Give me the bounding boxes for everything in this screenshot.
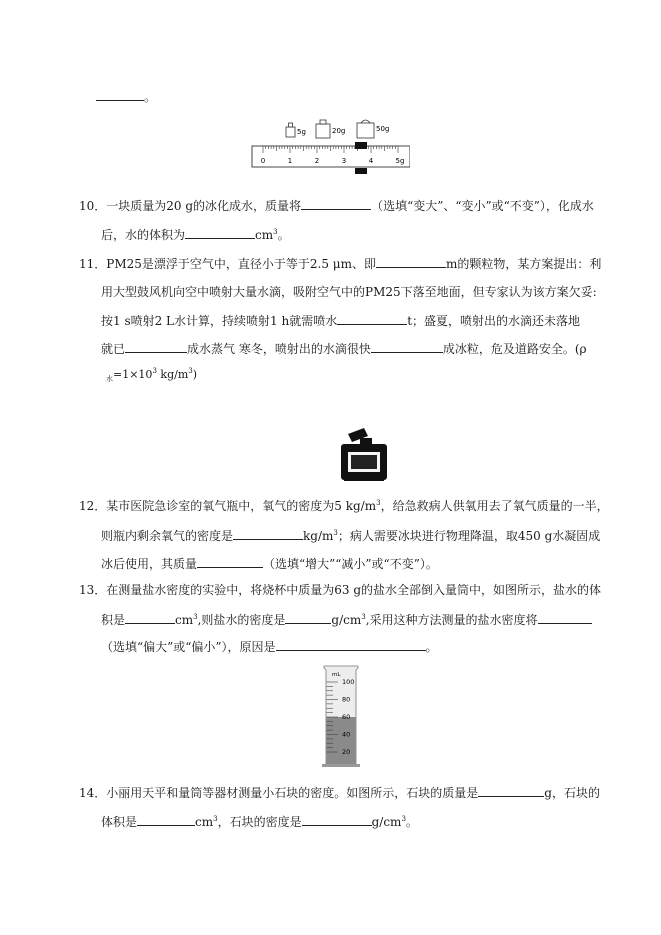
answer-blank[interactable]: [197, 555, 263, 568]
q13-line-3: （选填“偏大”或“偏小”），原因是 。: [101, 640, 438, 654]
scale-ruler: [252, 146, 410, 167]
answer-blank[interactable]: [337, 312, 407, 325]
q9-answer-line: 。: [96, 88, 156, 105]
answer-blank[interactable]: [125, 340, 187, 353]
q12-line-2: 则瓶内剩余氧气的密度是 $kg/m^3$；病人需要冰块进行物理降温，取450 g水凝固成: [101, 529, 601, 543]
scale-label: 3: [341, 157, 347, 165]
answer-blank[interactable]: [137, 813, 195, 826]
q12-line-3: 冰后使用，其质量 （选填“增大”“减小”或“不变”）。: [101, 557, 438, 571]
scale-label: 1: [287, 157, 293, 165]
answer-blank[interactable]: [185, 226, 255, 239]
cylinder-base: [322, 764, 360, 767]
cylinder-svg: [318, 664, 364, 768]
answer-blank[interactable]: [301, 197, 371, 210]
answer-blank[interactable]: [125, 611, 175, 624]
balance-svg: [250, 118, 410, 180]
answer-blank[interactable]: [538, 611, 592, 624]
answer-blank[interactable]: [276, 638, 426, 651]
q14-line-1: 14．小丽用天平和量筒等器材测量小石块的密度。如图所示，石块的质量是 g，石块的: [79, 786, 600, 800]
q11-line-3: 按1 s喷射2 L水计算，持续喷射1 h就需喷水 t；盛夏，喷射出的水滴还未落地: [101, 314, 581, 328]
oxygen-bottle-figure: [338, 428, 390, 482]
q11-line-1: 11．PM25是漂浮于空气中，直径小于等于2.5 μm、即 m的颗粒物，某方案提出：利: [79, 257, 602, 271]
weight-label-20g: 20g: [332, 127, 346, 135]
rider-bottom: [355, 168, 367, 174]
q13-line-2: 积是 $cm^3$,则盐水的密度是 $g/cm^3$,采用这种方法测量的盐水密度将: [101, 611, 592, 628]
measuring-cylinder-figure: [318, 664, 364, 768]
q13-line-1: 13．在测量盐水密度的实验中，将烧杯中质量为63 g的盐水全部倒入量筒中，如图所示，盐水的体: [79, 583, 602, 597]
weight-5g: [286, 123, 295, 137]
scale-label: 2: [314, 157, 320, 165]
cylinder-tick-label: 60: [342, 713, 351, 722]
scale-label: 4: [368, 157, 374, 165]
q11-line-4: 就已 成水蒸气 寒冬，喷射出的水滴很快 成冰粒，危及道路安全。(ρ: [101, 342, 587, 356]
cylinder-tick-label: 40: [342, 730, 351, 739]
weight-50g: [357, 120, 374, 138]
q12-line-1: 12．某市医院急诊室的氧气瓶中，氧气的密度为5 $kg/m^3$，给急救病人供氧用去了氧气质量的一半，: [79, 499, 609, 513]
q14-line-2: 体积是 $cm^3$，石块的密度是 $g/cm^3$。: [101, 815, 418, 829]
rider-top: [355, 142, 367, 149]
saline-liquid: [327, 717, 356, 764]
scale-label: 0: [260, 157, 266, 165]
answer-blank[interactable]: [233, 527, 303, 540]
cylinder-tick-label: 100: [342, 678, 355, 687]
answer-blank[interactable]: [302, 813, 372, 826]
cylinder-unit: mL: [332, 672, 341, 678]
answer-blank[interactable]: [376, 255, 446, 268]
cylinder-tick-label: 80: [342, 695, 351, 704]
cylinder-tick-label: 20: [342, 748, 351, 757]
balance-figure: [250, 118, 410, 180]
weight-20g: [316, 120, 330, 138]
answer-blank[interactable]: [285, 611, 331, 624]
weight-label-5g: 5g: [297, 128, 306, 136]
answer-blank[interactable]: [96, 88, 144, 101]
q11-line-5: $_水=1\times 10^3$ $kg/m^3$): [106, 367, 198, 384]
q10-line-1: 10．一块质量为20 g的冰化成水，质量将 （选填“变大”、“变小”或“不变”），化成水: [79, 199, 594, 213]
q10-line-2: 后，水的体积为 $cm^3$。: [101, 228, 290, 242]
answer-blank[interactable]: [478, 784, 544, 797]
answer-blank[interactable]: [371, 340, 443, 353]
weight-label-50g: 50g: [376, 125, 390, 133]
scale-label: 5g: [395, 157, 405, 165]
oxygen-figure-svg: [338, 428, 390, 482]
q11-line-2: 用大型鼓风机向空中喷射大量水滴，吸附空气中的PM25下落至地面，但专家认为该方案欠妥:: [101, 285, 597, 299]
